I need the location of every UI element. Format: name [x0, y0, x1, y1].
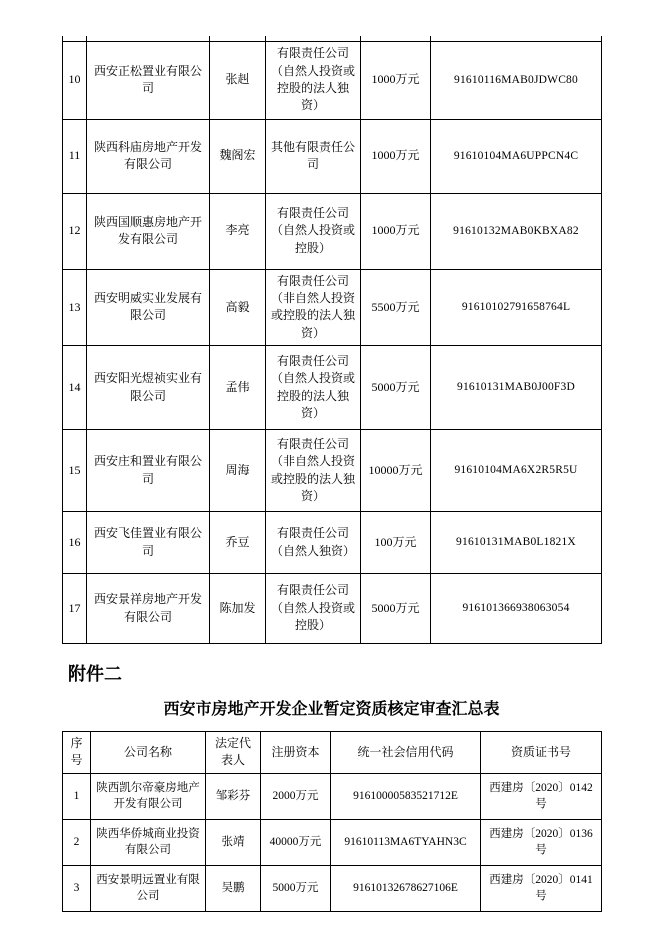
cell-capital: 100万元: [361, 512, 431, 574]
table-row: [63, 865, 602, 911]
cell-company: 西安阳光煜祯实业有限公司: [87, 346, 210, 430]
company-qualification-table: [62, 36, 602, 644]
cell-capital: 1000万元: [361, 193, 431, 269]
cell-capital: 2000万元: [261, 773, 331, 819]
cell-rep: 李亮: [210, 193, 266, 269]
cell-company: 西安明威实业发展有限公司: [87, 269, 210, 346]
cell-type: 有限责任公司（自然人投资或控股）: [266, 574, 361, 644]
header-cell-cert: 资质证书号: [481, 732, 602, 774]
cell-no: 3: [63, 865, 91, 911]
summary-review-table: [62, 731, 602, 912]
cell-rep: 张赳: [210, 41, 266, 119]
header-cell-company: 公司名称: [91, 732, 206, 774]
cell-code: 91610131MAB0J00F3D: [431, 346, 602, 430]
cell-capital: 1000万元: [361, 41, 431, 119]
cell-company: 陕西凯尔帝豪房地产开发有限公司: [91, 773, 206, 819]
cell-rep: 陈加发: [210, 574, 266, 644]
table-row: [63, 574, 602, 644]
cell-code: 91610116MAB0JDWC80: [431, 41, 602, 119]
cell-cert: 西建房〔2020〕0141号: [481, 865, 602, 911]
cell-no: 15: [63, 430, 87, 512]
cell-no: 14: [63, 346, 87, 430]
table-row: [63, 41, 602, 119]
cell-rep: 吴鹏: [206, 865, 261, 911]
cell-no: 1: [63, 773, 91, 819]
cell-capital: 5000万元: [361, 346, 431, 430]
header-cell-no: 序号: [63, 732, 91, 774]
cell-company: 西安景明远置业有限公司: [91, 865, 206, 911]
cell-no: 12: [63, 193, 87, 269]
cell-capital: 10000万元: [361, 430, 431, 512]
cell-cert: 西建房〔2020〕0142号: [481, 773, 602, 819]
cell-company: 陕西科庙房地产开发有限公司: [87, 119, 210, 193]
cell-type: 有限责任公司（非自然人投资或控股的法人独资）: [266, 269, 361, 346]
cell-type: 有限责任公司（自然人投资或控股）: [266, 193, 361, 269]
cell-code: 91610104MA6X2R5R5U: [431, 430, 602, 512]
cell-company: 陕西国顺惠房地产开发有限公司: [87, 193, 210, 269]
cell-code: 91610000583521712E: [331, 773, 481, 819]
cell-no: 11: [63, 119, 87, 193]
cell-code: 91610113MA6TYAHN3C: [331, 819, 481, 865]
cell-capital: 5000万元: [261, 865, 331, 911]
cell-type: 其他有限责任公司: [266, 119, 361, 193]
cell-rep: 乔豆: [210, 512, 266, 574]
cell-company: 西安飞佳置业有限公司: [87, 512, 210, 574]
table-row: [63, 773, 602, 819]
cell-code: 91610132MAB0KBXA82: [431, 193, 602, 269]
cell-type: 有限责任公司（非自然人投资或控股的法人独资）: [266, 430, 361, 512]
cell-capital: 5000万元: [361, 574, 431, 644]
cell-capital: 1000万元: [361, 119, 431, 193]
cell-type: 有限责任公司（自然人独资）: [266, 512, 361, 574]
table-row: [63, 512, 602, 574]
cell-rep: 周海: [210, 430, 266, 512]
cell-rep: 魏阁宏: [210, 119, 266, 193]
cell-code: 91610104MA6UPPCN4C: [431, 119, 602, 193]
cell-no: 16: [63, 512, 87, 574]
header-cell-code: 统一社会信用代码: [331, 732, 481, 774]
header-cell-rep: 法定代表人: [206, 732, 261, 774]
cell-capital: 5500万元: [361, 269, 431, 346]
cell-rep: 邹彩芬: [206, 773, 261, 819]
header-cell-capital: 注册资本: [261, 732, 331, 774]
cell-company: 西安正松置业有限公司: [87, 41, 210, 119]
cell-code: 91610131MAB0L1821X: [431, 512, 602, 574]
table-row: [63, 193, 602, 269]
cell-company: 西安庄和置业有限公司: [87, 430, 210, 512]
cell-type: 有限责任公司（自然人投资或控股的法人独资）: [266, 346, 361, 430]
table-row: [63, 819, 602, 865]
cell-rep: 高毅: [210, 269, 266, 346]
table-row: [63, 119, 602, 193]
cell-company: 西安景祥房地产开发有限公司: [87, 574, 210, 644]
cell-no: 13: [63, 269, 87, 346]
cell-capital: 40000万元: [261, 819, 331, 865]
cell-no: 2: [63, 819, 91, 865]
cell-type: 有限责任公司（自然人投资或控股的法人独资）: [266, 41, 361, 119]
cell-no: 17: [63, 574, 87, 644]
cell-code: 91610102791658764L: [431, 269, 602, 346]
table-row: [63, 269, 602, 346]
cell-code: 91610132678627106E: [331, 865, 481, 911]
cell-rep: 张靖: [206, 819, 261, 865]
table-row: [63, 346, 602, 430]
table-header-row: [63, 732, 602, 774]
cell-no: 10: [63, 41, 87, 119]
cell-cert: 西建房〔2020〕0136号: [481, 819, 602, 865]
cell-code: 916101366938063054: [431, 574, 602, 644]
cell-rep: 孟伟: [210, 346, 266, 430]
cell-company: 陕西华侨城商业投资有限公司: [91, 819, 206, 865]
attachment-heading: 附件二: [68, 664, 122, 685]
summary-table-title: 西安市房地产开发企业暂定资质核定审查汇总表: [163, 701, 500, 719]
table-row: [63, 430, 602, 512]
